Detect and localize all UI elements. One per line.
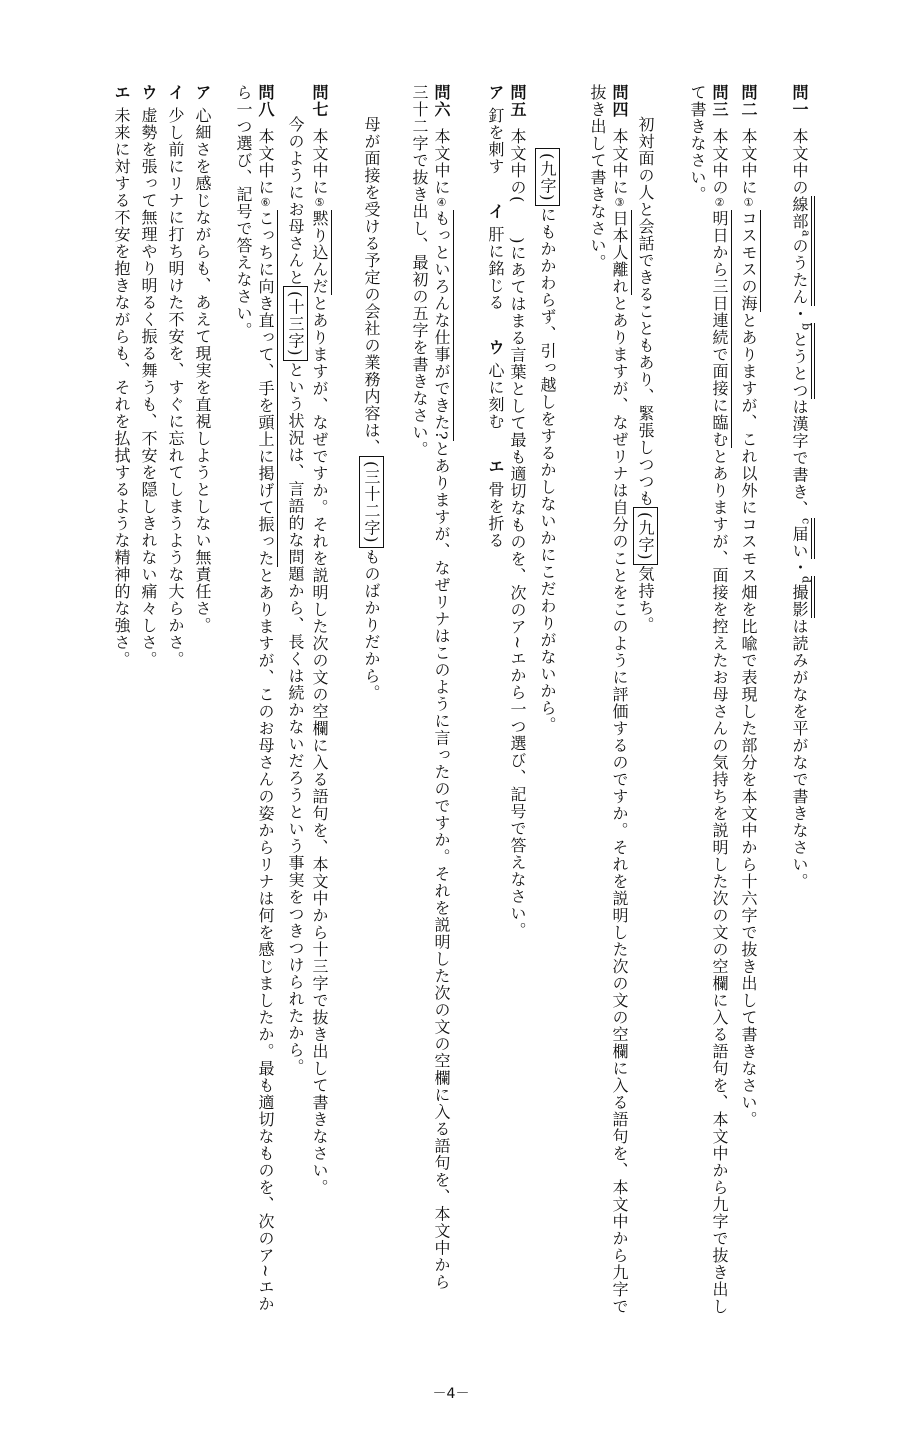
- option-key: エ: [486, 458, 505, 476]
- question-text: 本文中に: [610, 128, 629, 196]
- option-a: [193, 84, 212, 634]
- option-text: 肝に銘じる: [486, 226, 505, 312]
- option-key: ア: [193, 84, 212, 101]
- answer-box: (三十二字): [359, 456, 384, 548]
- option-text: 未来に対する不安を抱きながらも、それを払拭するような精神的な強さ。: [112, 107, 131, 668]
- separator: ・: [790, 558, 809, 576]
- word-b: とうとつ: [790, 330, 809, 399]
- option-text: 虚勢を張って無理やり明るく振る舞うも、不安を隠しきれない痛々しさ。: [139, 107, 158, 668]
- option-key: ウ: [486, 339, 505, 357]
- question-3-sentence: [634, 116, 656, 633]
- circled-number: ④: [435, 196, 448, 210]
- question-text: ら一つ選び、記号で答えなさい。: [234, 84, 253, 339]
- question-7-sentence: [284, 116, 306, 1075]
- question-text: 三十二字で抜き出し、最初の五字を書きなさい。: [410, 84, 429, 458]
- question-text: とありますが、このお母さんの姿からリナは何を感じましたか。最も適切なものを、次のア~エか: [256, 567, 275, 1313]
- sentence-text: 初対面の人と会話できることもあり、緊張しつつも: [636, 116, 655, 507]
- question-text: 本文中の( )にあてはまる言葉として最も適切なものを、次のア~エから一つ選び、記号で答えなさい。: [508, 128, 527, 939]
- target-word-b: [790, 323, 815, 399]
- mark-a: a: [799, 230, 813, 238]
- option-i: [486, 203, 505, 311]
- underlined-phrase: 黙り込んだ: [310, 210, 332, 295]
- question-text: 本文中に: [432, 128, 451, 196]
- option-key: イ: [166, 84, 185, 101]
- option-text: 骨を折る: [486, 481, 505, 550]
- question-3: [686, 84, 730, 1315]
- question-text: とありますが、なぜですか。それを説明した次の文の空欄に入る語句を、本文中から十三字で抜き出して書きなさい。: [310, 295, 329, 1196]
- option-text: 少し前にリナに打ち明けた不安を、すぐに忘れてしまうような大らかさ。: [166, 107, 185, 668]
- target-word-a: [790, 230, 815, 306]
- question-8: [232, 84, 276, 1312]
- question-label: 問一: [790, 84, 809, 118]
- underlined-phrase: こっちに向き直って、手を頭上に掲げて振った: [256, 210, 278, 567]
- underlined-phrase: 日本人離れ: [610, 210, 632, 295]
- question-label: 問三: [710, 84, 729, 118]
- question-label: 問七: [310, 84, 329, 118]
- option-key: エ: [112, 84, 131, 101]
- circled-number: ③: [613, 196, 626, 210]
- page-number: －4－: [432, 1386, 470, 1402]
- option-e: [112, 84, 131, 668]
- question-4-sentence: [536, 148, 558, 733]
- question-text: とありますが、面接を控えたお母さんの気持ちを説明した次の文の空欄に入る語句を、本文中から九字で抜き出し: [710, 448, 729, 1315]
- option-key: ア: [486, 84, 505, 101]
- sentence-text: 今のようにお母さんと: [286, 116, 305, 286]
- options: [486, 84, 505, 549]
- option-i: [166, 84, 185, 668]
- option-text: 心細さを感じながらも、あえて現実を直視しようとしない無責任さ。: [193, 107, 212, 634]
- question-text: 本文中に: [256, 128, 275, 196]
- answer-box: (九字): [633, 507, 658, 565]
- option-key: イ: [486, 203, 505, 221]
- question-5: [484, 84, 528, 939]
- sentence-text: にもかかわらず、引っ越しをするかしないかにこだわりがないから。: [538, 206, 557, 734]
- target-word-c: [790, 518, 815, 559]
- question-1: [788, 84, 816, 890]
- question-text: とありますが、なぜリナはこのように言ったのですか。それを説明した次の文の空欄に入る語句を、本文中から: [432, 440, 451, 1291]
- option-u: [486, 339, 505, 430]
- sentence-text: 母が面接を受ける予定の会社の業務内容は、: [362, 116, 381, 456]
- circled-number: ⑥: [259, 196, 272, 210]
- answer-box: (十三字): [283, 286, 308, 361]
- question-text: とありますが、これ以外にコスモス畑を比喩で表現した部分を本文中から十六字で抜き出して書きなさい。: [739, 312, 758, 1128]
- question-text: 抜き出して書きなさい。: [588, 84, 607, 271]
- mark-d: d: [799, 575, 813, 584]
- question-2: [737, 84, 759, 1128]
- circled-number: ⑤: [313, 196, 326, 210]
- question-text: は漢字で書き、: [790, 398, 809, 518]
- underlined-phrase: もっといろんな仕事ができた?: [432, 210, 454, 441]
- option-text: 釘を刺す: [486, 107, 505, 175]
- question-4: [586, 84, 630, 1315]
- question-text: とありますが、なぜリナは自分のことをこのように評価するのですか。それを説明した次の文の空欄に入る語句を、本文中から九字で: [610, 295, 629, 1315]
- question-label: 問四: [610, 84, 629, 118]
- mark-c: c: [799, 517, 813, 525]
- option-e: [486, 458, 505, 549]
- question-label: 問八: [256, 84, 275, 118]
- option-text: 心に刻む: [486, 362, 505, 431]
- sentence-text: という状況は、言語的な問題から、長くは続かないだろうという事実をつきつけられたから。: [286, 361, 305, 1076]
- circled-number: ②: [713, 196, 726, 210]
- separator: ・: [790, 305, 809, 323]
- answer-box: (九字): [535, 148, 560, 206]
- word-d: 撮影: [790, 583, 809, 618]
- option-a: [486, 84, 505, 175]
- circled-number: ①: [742, 196, 755, 210]
- question-text: て書きなさい。: [688, 84, 707, 203]
- mark-b: b: [799, 322, 813, 331]
- target-word-d: [790, 576, 815, 618]
- word-c: 届い: [790, 524, 809, 559]
- question-text: 本文中の: [710, 128, 729, 196]
- question-text: 本文中の: [790, 128, 809, 196]
- question-8-options: [108, 84, 216, 668]
- question-label: 問二: [739, 84, 758, 118]
- question-text: 本文中に: [739, 128, 758, 196]
- question-7: [308, 84, 330, 1196]
- question-text: 本文中に: [310, 128, 329, 196]
- underlined-phrase: コスモスの海: [739, 210, 761, 312]
- double-underline-example: 線部: [790, 196, 815, 230]
- question-6: [408, 84, 452, 1291]
- question-label: 問五: [508, 84, 527, 118]
- question-label: 問六: [432, 84, 451, 118]
- option-key: ウ: [139, 84, 158, 101]
- underlined-phrase: 明日から三日連続で面接に臨む: [710, 210, 732, 448]
- word-a: のうたん: [790, 237, 809, 306]
- option-u: [139, 84, 158, 668]
- sentence-text: 気持ち。: [636, 565, 655, 634]
- question-6-sentence: [360, 116, 382, 701]
- question-text: は読みがなを平がなで書きなさい。: [790, 617, 809, 890]
- sentence-text: ものばかりだから。: [362, 548, 381, 702]
